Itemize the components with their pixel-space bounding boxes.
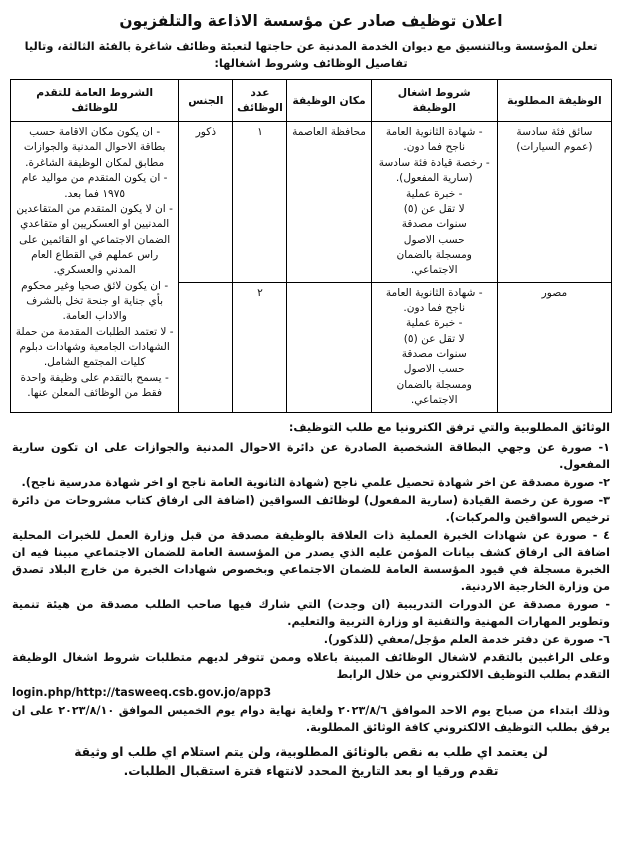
application-instructions [10, 649, 612, 736]
cell-count-2: ٢ [233, 282, 287, 412]
page-title: اعلان توظيف صادر عن مؤسسة الاذاعة والتلفزيون [119, 12, 503, 30]
documents-heading: الوثائق المطلوبية والتي ترفق الكترونيا مع طلب التوظيف: [288, 420, 610, 434]
general-condition-line: - ان يكون مكان الاقامة حسب بطاقة الاحوال المدنية والجوازات مطابق لمكان الوظيفة الشاغرة. [23, 126, 166, 169]
document-item: ٤ - صورة عن شهادات الخبرة العملية ذات العلاقة بالوظيفة مصدقة من قبل وزارة العمل للخبرات المحلية اضافة الى ارفاق كشف بيانات المؤمن عليه الذي يصدر من المؤسسة العامة للضمان الاجتماعي مبينا فيه ان الخبرة مسجلة في قيود المؤسسة العامة للضمان الاجتماعي وبخصوص شهادات الخبرة من خارج البلاد تصدق من وزارة الخارجية الاردنية. [12, 528, 610, 593]
occ-line: حسب الاصول [403, 363, 465, 376]
intro-paragraph: تعلن المؤسسة وبالتنسيق مع ديوان الخدمة المدنية عن حاجتها لتعبئة وظائف شاغرة بالفئة الثالثة، وتاليا تفاصيل الوظائف وشروط اشغالها: [24, 38, 598, 70]
cell-occupation-conditions-2 [371, 282, 497, 412]
document-item: ١- صورة عن وجهي البطاقة الشخصية الصادرة عن دائرة الاحوال المدنية والجوازات على ان تكون سارية المفعول. [12, 440, 610, 471]
column-header-job: الوظيفة المطلوبة [497, 79, 611, 121]
general-condition-line: - ان يكون لائق صحيا وغير محكوم بأي جناية او جنحة تخل بالشرف والاداب العامة. [21, 279, 169, 323]
occ-line: سنوات مصدقة [401, 218, 467, 231]
jobs-table [10, 79, 612, 413]
occ-line: ومسجلة بالضمان [396, 248, 472, 261]
occ-line: سنوات مصدقة [401, 348, 467, 361]
document-item: ٢- صورة مصدقة عن اخر شهادة تحصيل علمي ناجح (شهادة الثانوية العامة ناجح او اخر شهادة مدرسية ناجح). [21, 475, 610, 489]
instructions-paragraph-1: وعلى الراغبين بالتقدم لاشغال الوظائف المبينة باعلاه وممن تتوفر لديهم متطلبات شروط اشغال الوظيفة التقدم بطلب التوظيف الالكتروني من خلال الرابط [12, 650, 610, 681]
occ-line: - شهادة الثانوية العامة ناجح فما دون. [385, 286, 483, 315]
occ-line: لا تقل عن (٥) [403, 202, 465, 215]
document-item: - صورة مصدقة عن الدورات التدريبية (ان وجدت) التي شارك فيها صاحب الطلب مصدقة من هيئة تنمية وتطوير المهارات المهنية والتقنية او وزارة التربية والتعليم. [12, 597, 610, 628]
cell-count-1: ١ [233, 122, 287, 283]
footer-warning [16, 743, 606, 781]
occ-line: الاجتماعي. [410, 264, 458, 277]
cell-place-2 [287, 282, 371, 412]
general-condition-line: - لا تعتمد الطلبات المقدمة من حملة الشهادات الجامعية وشهادات دبلوم كليات المجتمع الشامل. [15, 325, 174, 369]
document-item: ٣- صورة عن رخصة القيادة (سارية المفعول) لوظائف السواقين (اضافة الى ارفاق كتاب مشروحات من دائرة ترخيص السواقين والمركبات). [12, 493, 610, 524]
instructions-paragraph-2: وذلك ابتداء من صباح يوم الاحد الموافق ٢٠٢٣/٨/٦ ولغاية نهاية دوام يوم الخميس الموافق ٢٠٢٣/٨/١٠ على ان يرفق بطلب التوظيف الالكتروني كافة الوثائق المطلوبة. [12, 703, 611, 734]
general-condition-line: - ان يكون المتقدم من مواليد عام ١٩٧٥ فما بعد. [21, 172, 168, 200]
table-row [11, 122, 612, 283]
occ-line: - رخصة قيادة فئة سادسة (سارية المفعول). [378, 156, 490, 185]
document-item: ٦- صورة عن دفتر خدمة العلم مؤجل/معفي (للذكور). [323, 632, 610, 646]
occ-line: - خبرة عملية [405, 317, 463, 330]
occ-line: - شهادة الثانوية العامة ناجح فما دون. [385, 126, 483, 154]
occ-line: حسب الاصول [403, 233, 465, 246]
general-condition-line: - ان لا يكون المتقدم من المتقاعدين المدنيين او العسكريين او متقاعدي الضمان الاجتماعي او القائمين على راس عملهم في القطاع العام المدني والعسكري. [16, 202, 173, 277]
occ-line: الاجتماعي. [410, 394, 458, 407]
cell-job-1: سائق فئة سادسة (عموم السيارات) [497, 122, 611, 283]
cell-gender-1: ذكور [179, 122, 233, 283]
cell-general-conditions [11, 122, 179, 412]
cell-gender-2 [179, 282, 233, 412]
column-header-place: مكان الوظيفة [287, 79, 371, 121]
column-header-general-conditions: الشروط العامة للتقدم للوظائف [11, 79, 179, 121]
column-header-occupation-conditions: شروط اشغال الوظيفة [371, 79, 497, 121]
column-header-count: عدد الوظائف [233, 79, 287, 121]
application-link[interactable]: login.php/http://tasweeq.csb.gov.jo/app3 [12, 685, 272, 699]
footer-warning-line-2: تقدم ورقيا او بعد التاريخ المحدد لانتهاء فترة استقبال الطلبات. [123, 763, 499, 778]
general-condition-line: - يسمح بالتقدم على وظيفة واحدة فقط من الوظائف المعلن عنها. [20, 371, 169, 400]
cell-job-2: مصور [497, 282, 611, 412]
cell-occupation-conditions-1 [371, 122, 497, 283]
cell-place-1: محافظة العاصمة [287, 122, 371, 283]
occ-line: - خبرة عملية [405, 187, 463, 200]
footer-warning-line-1: لن يعتمد اي طلب به نقص بالوثائق المطلوبية، ولن يتم استلام اي طلب او وثيقة [74, 744, 548, 759]
documents-list [10, 439, 612, 648]
occ-line: ومسجلة بالضمان [396, 378, 472, 391]
table-header-row [11, 79, 612, 121]
occ-line: لا تقل عن (٥) [403, 332, 465, 345]
column-header-gender: الجنس [179, 79, 233, 121]
